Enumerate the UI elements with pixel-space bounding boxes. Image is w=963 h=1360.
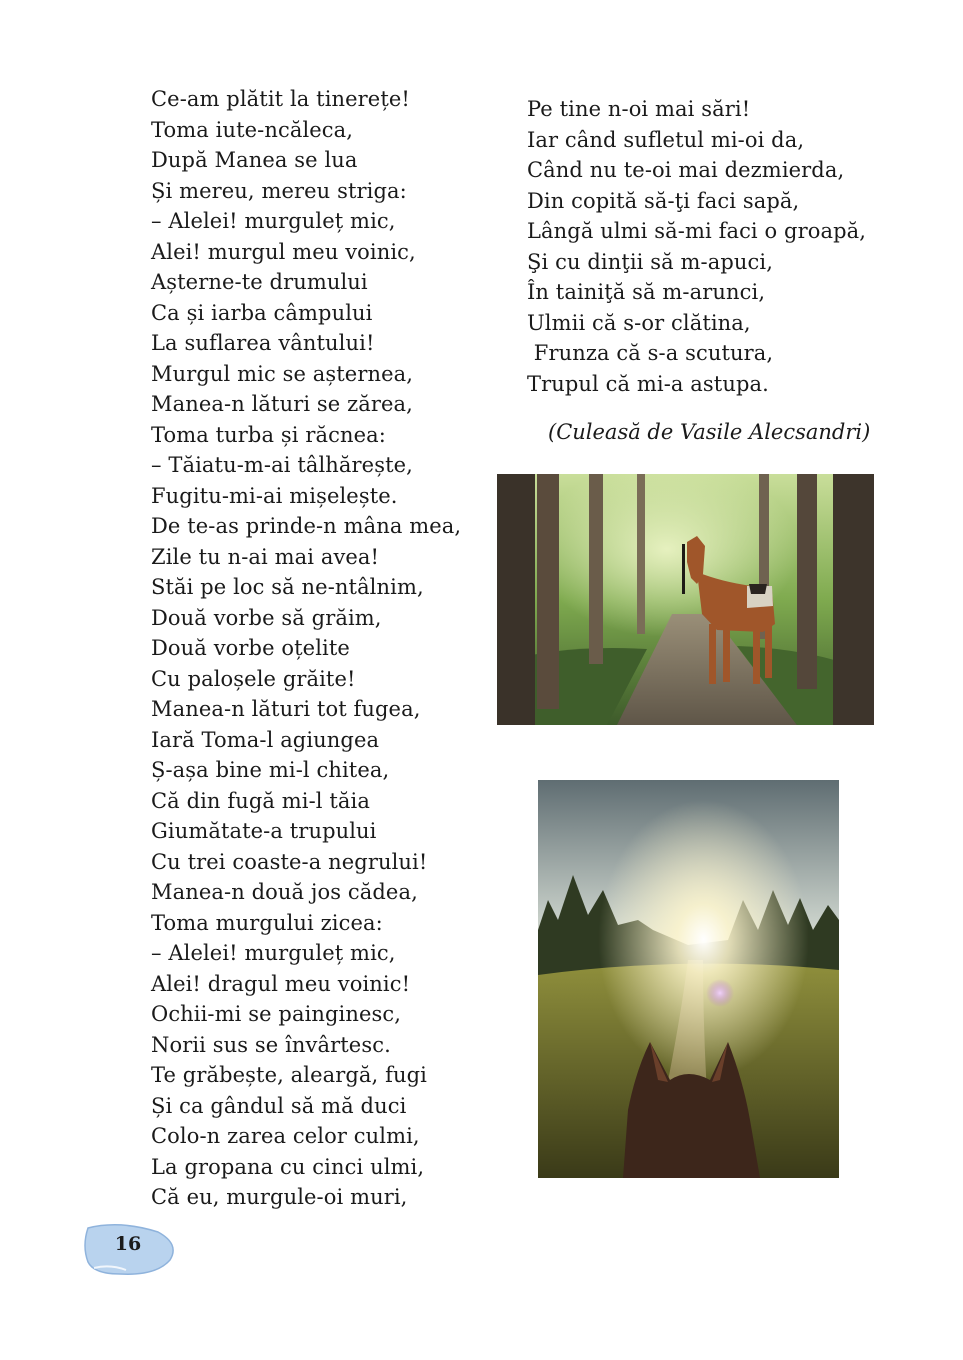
poem-line: Așterne-te drumului <box>151 270 368 294</box>
poem-line: Iară Toma-l agiungea <box>151 727 380 752</box>
poem-line: Când nu te-oi mai dezmierda, <box>527 158 845 182</box>
poem-line: Toma murgului zicea: <box>151 910 383 935</box>
poem-line: Fugitu-mi-ai mișelește. <box>151 483 398 508</box>
poem-line: La gropana cu cinci ulmi, <box>151 1154 425 1179</box>
poem-line: Și ca gândul să mă duci <box>151 1093 407 1118</box>
poem-line: Frunza că s-a scutura, <box>527 341 774 365</box>
poem-left-column <box>151 84 461 1213</box>
poem-line: Manea-n două jos cădea, <box>151 880 418 904</box>
poem-line: Cu paloșele grăite! <box>151 666 356 691</box>
poem-line: Toma iute-ncăleca, <box>151 117 354 142</box>
poem-line: Manea-n lături se zărea, <box>151 392 413 416</box>
poem-line: Ochii-mi se painginesc, <box>151 1002 402 1026</box>
poem-line: După Manea se lua <box>151 148 358 172</box>
poem-line: Ca și iarba câmpului <box>151 300 373 325</box>
poem-line: Din copită să-ţi faci sapă, <box>527 188 800 213</box>
poem-line: Stăi pe loc să ne-ntâlnim, <box>151 575 424 599</box>
poem-line: Alei! dragul meu voinic! <box>151 971 411 996</box>
poem-line: Pe tine n-oi mai sări! <box>527 97 751 121</box>
poem-line: – Alelei! murguleț mic, <box>151 941 396 965</box>
poem-line: Ș-așa bine mi-l chitea, <box>151 758 390 782</box>
poem-line: Norii sus se învârtesc. <box>151 1032 391 1057</box>
poem-line: Manea-n lături tot fugea, <box>151 697 421 721</box>
poem-line: Trupul că mi-a astupa. <box>527 371 769 396</box>
poem-line: Iar când sufletul mi-oi da, <box>527 127 805 152</box>
poem-line: Giumătate-a trupului <box>151 819 377 843</box>
poem-line: Că eu, murgule-oi muri, <box>151 1185 408 1209</box>
poem-right-column <box>527 94 866 399</box>
poem-line: Te grăbește, aleargă, fugi <box>151 1063 427 1087</box>
poem-line: Lângă ulmi să-mi faci o groapă, <box>527 219 867 243</box>
poem-line: – Tăiatu-m-ai tâlhărește, <box>151 453 413 477</box>
horse-ears-sunset-photo <box>538 780 839 1178</box>
poem-line: Şi cu dinţii să m-apuci, <box>527 249 773 274</box>
poem-line: Toma turba și răcnea: <box>151 422 386 447</box>
poem-line: Cu trei coaste-a negrului! <box>151 849 428 874</box>
poem-line: – Alelei! murguleț mic, <box>151 209 396 233</box>
poem-line: Două vorbe să grăim, <box>151 605 382 630</box>
poem-line: Murgul mic se așternea, <box>151 361 414 386</box>
poem-line: Și mereu, mereu striga: <box>151 178 407 203</box>
poem-line: Colo-n zarea celor culmi, <box>151 1124 420 1148</box>
poem-line: În tainiţă să m-arunci, <box>527 280 766 304</box>
poem-line: Alei! murgul meu voinic, <box>151 239 416 264</box>
poem-line: Ulmii că s-or clătina, <box>527 310 751 335</box>
page-number: 16 <box>114 1233 142 1255</box>
poem-line: Zile tu n-ai mai avea! <box>151 544 380 569</box>
poem-line: De te-as prinde-n mâna mea, <box>151 514 462 538</box>
poem-line: Că din fugă mi-l tăia <box>151 788 370 813</box>
poem-line: La suflarea vântului! <box>151 331 375 355</box>
horse-in-forest-photo <box>497 474 874 725</box>
poem-line: Ce-am plătit la tinerețe! <box>151 87 410 111</box>
poem-attribution: (Culeasă de Vasile Alecsandri) <box>548 420 871 444</box>
poem-line: Două vorbe oțelite <box>151 636 350 660</box>
